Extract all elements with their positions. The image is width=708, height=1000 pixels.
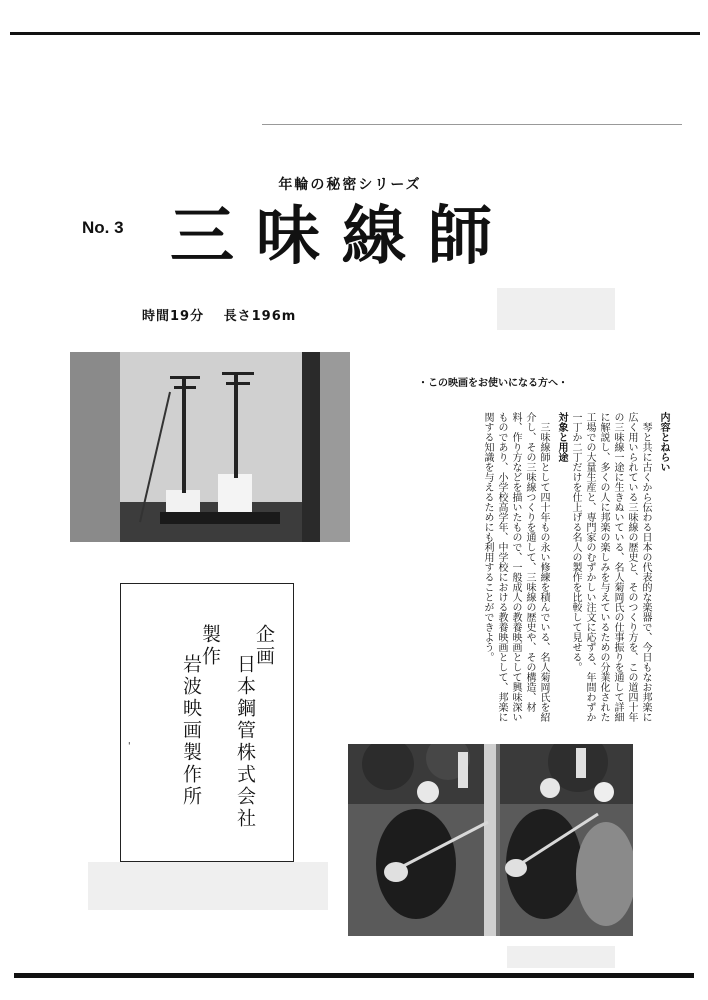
- shamisen-photo: [70, 352, 350, 542]
- page-title: 三味線師: [170, 200, 514, 274]
- series-title: 年輪の秘密シリーズ: [278, 177, 422, 193]
- thin-rule: [262, 124, 682, 125]
- intro-title: ・この映画をお使いになる方へ・: [418, 378, 568, 389]
- credit-name: 日本鋼管株式会社: [234, 654, 256, 830]
- top-rule: [10, 32, 700, 35]
- gray-patch: [88, 862, 328, 910]
- section-heading-audience: 対象と用途: [556, 412, 567, 462]
- credits-box: [120, 583, 294, 862]
- description-text: [480, 412, 670, 722]
- length: 長さ196m: [223, 309, 297, 324]
- credit-planning: [235, 624, 273, 830]
- duration: 時間19分: [142, 309, 205, 324]
- gray-patch: [507, 946, 615, 968]
- credit-production: [181, 624, 219, 808]
- credit-name: 岩波映画製作所: [180, 654, 202, 808]
- issue-number: No. 3: [82, 218, 124, 237]
- credit-role: 製作: [199, 624, 221, 668]
- bottom-rule: [14, 973, 694, 978]
- scan-mark: ': [128, 742, 131, 752]
- section-heading-content: 内容とねらい: [658, 412, 669, 472]
- gray-patch: [497, 288, 615, 330]
- credit-role: 企画: [253, 624, 275, 668]
- section-body-audience: 三味線師として四十年もの永い修練を積んでいる、名人菊岡氏を紹介し、その三味線つくりを通して、三味線の歴史や、その構造、材料、作り方などを描いたもので、一般成人の教養映画として興味深いものであり、小学校高学年、中学校における教養映画として、邦楽に関する知識を与えるためにも利用することができよう。: [482, 412, 549, 722]
- film-meta: [142, 305, 296, 324]
- woodblock-print-photo: [348, 744, 633, 936]
- section-body-content: 琴と共に古くから伝わる日本の代表的な楽器で、今日もなお邦楽に広く用いられている三味線の歴史と、そのつくり方を、この道四十年の三味線一途に生きぬいている、名人菊岡氏の仕事振りを通して詳細に解説し、多くの人に邦楽の楽しみを与えているための分業化された工場での大量生産と、専門家のむずかしい注文に応ずる、年間わずか一丁か二丁だけを仕上げる名人の製作を比較して見せる。: [570, 412, 651, 722]
